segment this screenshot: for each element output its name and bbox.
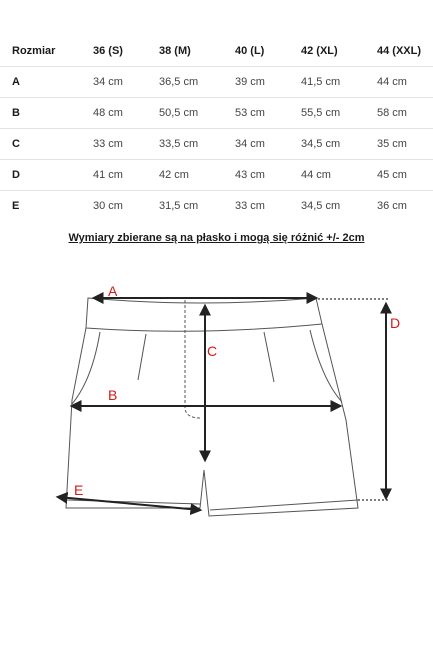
table-cell: 34,5 cm	[301, 200, 341, 212]
header-38: 38 (M)	[159, 36, 235, 67]
right-pleat	[264, 332, 274, 382]
table-cell: 39 cm	[235, 67, 301, 98]
table-cell: 33,5 cm	[159, 129, 235, 160]
size-table	[0, 36, 433, 221]
right-leg-hem	[210, 500, 358, 510]
table-cell: 42 cm	[159, 160, 235, 191]
table-cell: 35 cm	[377, 129, 433, 160]
table-row	[0, 67, 433, 98]
label-c: C	[207, 343, 218, 359]
row-label: C	[0, 129, 93, 160]
table-cell: 50,5 cm	[159, 98, 235, 129]
table-header-row	[0, 36, 433, 67]
front-fly	[185, 300, 200, 418]
table-cell: 33 cm	[93, 129, 159, 160]
header-36: 36 (S)	[93, 36, 159, 67]
label-a: A	[108, 283, 118, 299]
row-label: A	[0, 67, 93, 98]
row-label: D	[0, 160, 93, 191]
table-cell: 36,5 cm	[159, 67, 235, 98]
table-cell: 41,5 cm	[301, 67, 377, 98]
header-size: Rozmiar	[0, 36, 93, 67]
table-cell: 41 cm	[93, 160, 159, 191]
table-row	[0, 129, 433, 160]
table-cell: 58 cm	[377, 98, 433, 129]
table-cell: 55,5 cm	[301, 98, 377, 129]
shorts-diagram	[0, 270, 433, 530]
table-cell: 44 cm	[377, 67, 433, 98]
table-cell: 30 cm	[93, 200, 123, 212]
table-row	[0, 160, 433, 191]
table-cell: 34,5 cm	[301, 129, 377, 160]
table-cell: 48 cm	[93, 98, 159, 129]
header-40: 40 (L)	[235, 36, 301, 67]
row-label: E	[12, 200, 20, 212]
left-pleat	[138, 334, 146, 380]
label-b: B	[108, 387, 118, 403]
table-cell: 45 cm	[377, 160, 433, 191]
header-42: 42 (XL)	[301, 36, 377, 67]
table-cell: 53 cm	[235, 98, 301, 129]
table-cell: 36 cm	[377, 200, 407, 212]
left-pocket	[72, 332, 100, 404]
label-d: D	[390, 315, 401, 331]
row-label: B	[0, 98, 93, 129]
table-cell: 34 cm	[93, 67, 159, 98]
table-cell: 43 cm	[235, 160, 301, 191]
table-row	[0, 98, 433, 129]
table-cell: 44 cm	[301, 160, 377, 191]
table-cell: 31,5 cm	[159, 200, 199, 212]
table-cell: 34 cm	[235, 129, 301, 160]
header-44: 44 (XXL)	[377, 36, 433, 67]
measurement-note: Wymiary zbierane są na płasko i mogą się różnić +/- 2cm	[68, 232, 365, 244]
label-e: E	[74, 482, 84, 498]
table-cell: 33 cm	[235, 200, 265, 212]
table-row	[0, 191, 433, 222]
